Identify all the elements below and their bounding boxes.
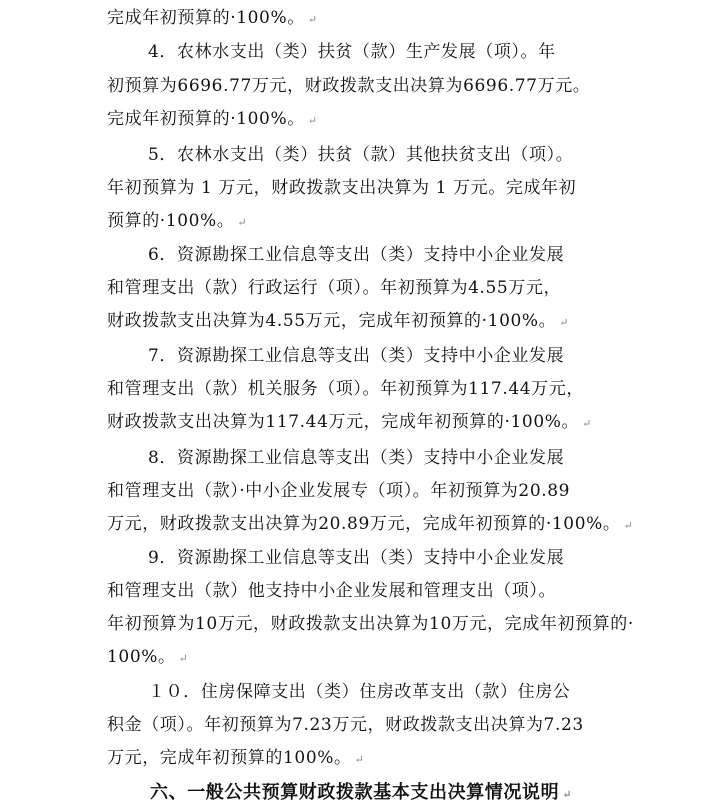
section-heading: 六、一般公共预算财政拨款基本支出决算情况说明 ↵	[150, 782, 572, 803]
paragraph-line: 100%。 ↵	[107, 647, 188, 667]
paragraph-return-mark: ↵	[562, 788, 572, 801]
paragraph-line: 9．资源勘探工业信息等支出（类）支持中小企业发展	[148, 548, 565, 568]
paragraph-line: 初预算为6696.77万元，财政拨款支出决算为6696.77万元。	[107, 76, 591, 96]
paragraph-line: 6．资源勘探工业信息等支出（类）支持中小企业发展	[148, 245, 565, 265]
paragraph-line: 万元，财政拨款支出决算为20.89万元，完成年初预算的·100%。 ↵	[107, 514, 633, 534]
paragraph-line: 年初预算为10万元，财政拨款支出决算为10万元，完成年初预算的·	[107, 614, 634, 634]
paragraph-return-mark: ↵	[623, 519, 633, 532]
paragraph-line: 财政拨款支出决算为4.55万元，完成年初预算的·100%。 ↵	[107, 311, 569, 331]
paragraph-return-mark: ↵	[307, 13, 318, 26]
paragraph-line: 完成年初预算的·100%。 ↵	[107, 109, 318, 129]
paragraph-return-mark: ↵	[582, 417, 592, 430]
paragraph-line: 和管理支出（款）机关服务（项）。年初预算为117.44万元，	[107, 379, 584, 399]
paragraph-line: 完成年初预算的·100%。 ↵	[107, 8, 318, 28]
paragraph-line: 和管理支出（款）他支持中小企业发展和管理支出（项）。	[107, 581, 557, 601]
paragraph-line: 5．农林水支出（类）扶贫（款）其他扶贫支出（项）。	[148, 145, 574, 165]
paragraph-return-mark: ↵	[237, 216, 247, 229]
paragraph-line: １０．住房保障支出（类）住房改革支出（款）住房公	[148, 682, 571, 702]
paragraph-line: 8．资源勘探工业信息等支出（类）支持中小企业发展	[148, 448, 565, 468]
paragraph-line: 年初预算为 1 万元，财政拨款支出决算为 1 万元。完成年初	[107, 178, 577, 198]
paragraph-line: 7．资源勘探工业信息等支出（类）支持中小企业发展	[148, 346, 565, 366]
paragraph-line: 万元，完成年初预算的100%。 ↵	[107, 748, 364, 768]
paragraph-return-mark: ↵	[307, 114, 318, 127]
paragraph-return-mark: ↵	[354, 753, 364, 766]
paragraph-line: 4．农林水支出（类）扶贫（款）生产发展（项）。年	[148, 42, 556, 62]
paragraph-line: 积金（项）。年初预算为7.23万元，财政拨款支出决算为7.23	[107, 715, 584, 735]
paragraph-line: 财政拨款支出决算为117.44万元，完成年初预算的·100%。 ↵	[107, 412, 592, 432]
paragraph-return-mark: ↵	[559, 316, 569, 329]
paragraph-line: 预算的·100%。 ↵	[107, 211, 247, 231]
paragraph-line: 和管理支出（款）行政运行（项）。年初预算为4.55万元，	[107, 278, 562, 298]
paragraph-return-mark: ↵	[178, 652, 188, 665]
paragraph-line: 和管理支出（款）·中小企业发展专（项）。年初预算为20.89	[107, 481, 571, 501]
